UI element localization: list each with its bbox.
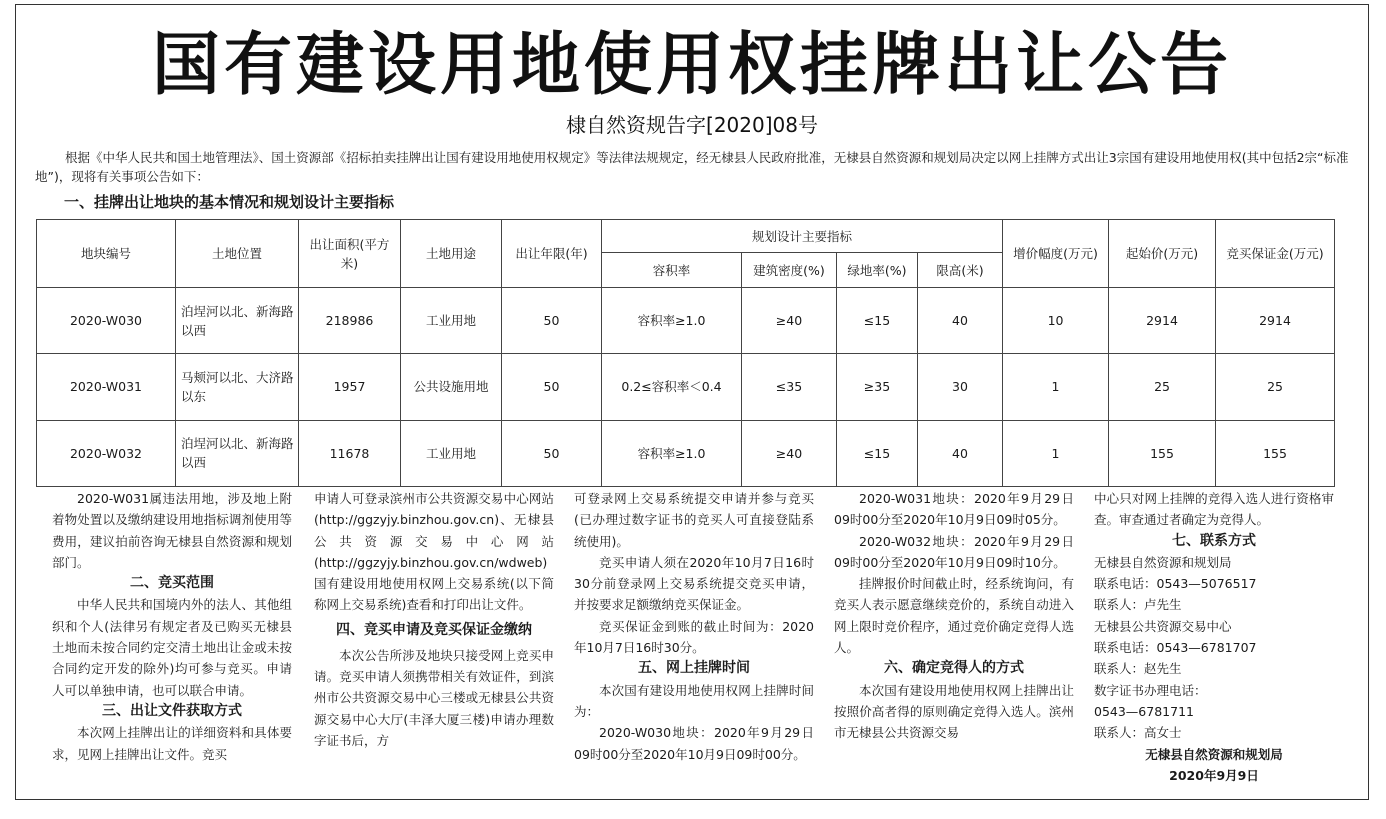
- cell-location: 泊埕河以北、新海路以西: [176, 420, 299, 486]
- paragraph: 竞买申请人须在2020年10月7日16时30分前登录网上交易系统提交竞买申请，并按要求足额缴纳竞买保证金。: [574, 554, 814, 613]
- cell-location: 泊埕河以北、新海路以西: [176, 288, 299, 354]
- document-number: 棣自然资规告字[2020]08号: [566, 113, 818, 137]
- cell-deposit: 25: [1216, 354, 1335, 420]
- contact-line: 联系电话：0543—5076517: [1094, 576, 1257, 592]
- cell-term: 50: [502, 288, 602, 354]
- header-deposit: 竞买保证金(万元): [1216, 220, 1335, 288]
- text-column-2: [314, 488, 554, 792]
- section-3-heading: 三、出让文件获取方式: [102, 702, 242, 719]
- cell-parcel-no: 2020-W031: [37, 354, 176, 420]
- signature: 无棣县自然资源和规划局: [1145, 746, 1283, 762]
- header-green: 绿地率(%): [837, 253, 918, 288]
- text-column-4: [834, 488, 1074, 792]
- cell-area: 218986: [299, 288, 401, 354]
- table-row: [37, 354, 1335, 420]
- cell-height: 40: [918, 288, 1003, 354]
- paragraph: 本次国有建设用地使用权网上挂牌时间为：: [574, 682, 814, 719]
- cell-parcel-no: 2020-W032: [37, 420, 176, 486]
- cell-parcel-no: 2020-W030: [37, 288, 176, 354]
- contact-line: 联系人：卢先生: [1094, 597, 1182, 613]
- parcel-table: [36, 219, 1335, 487]
- cell-green: ≤15: [837, 288, 918, 354]
- cell-green: ≤15: [837, 420, 918, 486]
- cell-density: ≥40: [742, 420, 837, 486]
- cell-height: 40: [918, 420, 1003, 486]
- cell-area: 11678: [299, 420, 401, 486]
- paragraph: 2020-W031地块：2020年9月29日09时00分至2020年10月9日09时05分。: [834, 491, 1074, 528]
- cell-location: 马颊河以北、大济路以东: [176, 354, 299, 420]
- contact-line: 无棣县公共资源交易中心: [1094, 618, 1232, 634]
- section-5-heading: 五、网上挂牌时间: [638, 660, 750, 677]
- text-column-5: [1094, 488, 1334, 792]
- intro-paragraph: 根据《中华人民共和国土地管理法》、国土资源部《招标拍卖挂牌出让国有建设用地使用权规定》等法律法规规定，经无棣县人民政府批准，无棣县自然资源和规划局决定以网上挂牌方式出让3宗国有建设用地使用权(其中包括2宗“标准地”)，现将有关事项公告如下：: [35, 150, 1349, 184]
- header-density: 建筑密度(%): [742, 253, 837, 288]
- paragraph: 本次网上挂牌出让的详细资料和具体要求，见网上挂牌出让文件。竞买: [52, 725, 292, 762]
- contact-line: 0543—6781711: [1094, 703, 1194, 719]
- cell-deposit: 2914: [1216, 288, 1335, 354]
- cell-start-price: 155: [1109, 420, 1216, 486]
- cell-land-use: 工业用地: [401, 420, 502, 486]
- paragraph: 中华人民共和国境内外的法人、其他组织和个人(法律另有规定者及已购买无棣县土地而未按合同约定交清土地出让金或未按合同约定开发的除外)均可参与竞买。申请人可以单独申请，也可以联合申请。: [52, 597, 292, 698]
- paragraph: 本次国有建设用地使用权网上挂牌出让按照价高者得的原则确定竞得入选人。滨州市无棣县公共资源交易: [834, 682, 1074, 741]
- cell-density: ≥40: [742, 288, 837, 354]
- cell-height: 30: [918, 354, 1003, 420]
- cell-land-use: 公共设施用地: [401, 354, 502, 420]
- cell-area: 1957: [299, 354, 401, 420]
- cell-start-price: 25: [1109, 354, 1216, 420]
- section-1-heading: 一、挂牌出让地块的基本情况和规划设计主要指标: [64, 193, 395, 211]
- paragraph: 2020-W030地块：2020年9月29日09时00分至2020年10月9日09时00分。: [574, 725, 814, 762]
- header-planning-indicators: 规划设计主要指标: [602, 220, 1003, 253]
- cell-green: ≥35: [837, 354, 918, 420]
- header-parcel-no: 地块编号: [37, 220, 176, 288]
- cell-far: 容积率≥1.0: [602, 288, 742, 354]
- signature-date: 2020年9月9日: [1169, 767, 1259, 783]
- cell-far: 容积率≥1.0: [602, 420, 742, 486]
- header-increment: 增价幅度(万元): [1003, 220, 1109, 288]
- text-column-1: [52, 488, 292, 792]
- contact-line: 联系人：赵先生: [1094, 661, 1182, 677]
- paragraph: 2020-W032地块：2020年9月29日09时00分至2020年10月9日09时10分。: [834, 533, 1074, 570]
- page-title: 国有建设用地使用权挂牌出让公告: [151, 26, 1232, 105]
- paragraph: 中心只对网上挂牌的竞得入选人进行资格审查。审查通过者确定为竞得人。: [1094, 491, 1334, 528]
- section-7-heading: 七、联系方式: [1172, 532, 1256, 549]
- table-row: [37, 288, 1335, 354]
- header-term: 出让年限(年): [502, 220, 602, 288]
- paragraph: 竞买保证金到账的截止时间为：2020年10月7日16时30分。: [574, 618, 814, 656]
- header-area: 出让面积(平方米): [299, 220, 401, 288]
- header-land-use: 土地用途: [401, 220, 502, 288]
- paragraph: 本次公告所涉及地块只接受网上竞买申请。竞买申请人须携带相关有效证件，到滨州市公共资源交易中心三楼或无棣县公共资源交易中心大厅(丰泽大厦三楼)申请办理数字证书后，方: [314, 647, 554, 748]
- contact-line: 数字证书办理电话：: [1094, 682, 1207, 698]
- contact-line: 无棣县自然资源和规划局: [1094, 554, 1232, 570]
- section-6-heading: 六、确定竞得人的方式: [884, 660, 1024, 677]
- header-far: 容积率: [602, 253, 742, 288]
- cell-start-price: 2914: [1109, 288, 1216, 354]
- cell-far: 0.2≤容积率＜0.4: [602, 354, 742, 420]
- paragraph: 挂牌报价时间截止时，经系统询问，有竞买人表示愿意继续竞价的，系统自动进入网上限时竞价程序，通过竞价确定竞得人选人。: [834, 576, 1074, 656]
- cell-density: ≤35: [742, 354, 837, 420]
- contact-line: 联系人：高女士: [1094, 725, 1182, 741]
- body-columns: [36, 488, 1336, 792]
- cell-increment: 1: [1003, 420, 1109, 486]
- paragraph: 申请人可登录滨州市公共资源交易中心网站(http://ggzyjy.binzhou.gov.cn)、无棣县公共资源交易中心网站(http://ggzyjy.binzhou.gov.cn/wdweb)国有建设用地使用权网上交易系统(以下简称网上交易系统)查看和打印出让文件。: [314, 491, 554, 613]
- cell-land-use: 工业用地: [401, 288, 502, 354]
- contact-line: 联系电话：0543—6781707: [1094, 640, 1257, 656]
- table-row: [37, 420, 1335, 486]
- cell-term: 50: [502, 354, 602, 420]
- header-start-price: 起始价(万元): [1109, 220, 1216, 288]
- cell-increment: 10: [1003, 288, 1109, 354]
- text-column-3: [574, 488, 814, 792]
- paragraph: 可登录网上交易系统提交申请并参与竞买(已办理过数字证书的竞买人可直接登陆系统使用)。: [574, 491, 814, 549]
- section-2-heading: 二、竞买范围: [130, 575, 214, 592]
- cell-increment: 1: [1003, 354, 1109, 420]
- cell-term: 50: [502, 420, 602, 486]
- cell-deposit: 155: [1216, 420, 1335, 486]
- header-height: 限高(米): [918, 253, 1003, 288]
- paragraph: 2020-W031属违法用地，涉及地上附着物处置以及缴纳建设用地指标调剂使用等费用，建议拍前咨询无棣县自然资源和规划部门。: [52, 491, 292, 570]
- section-4-heading: 四、竞买申请及竞买保证金缴纳: [336, 621, 532, 638]
- header-location: 土地位置: [176, 220, 299, 288]
